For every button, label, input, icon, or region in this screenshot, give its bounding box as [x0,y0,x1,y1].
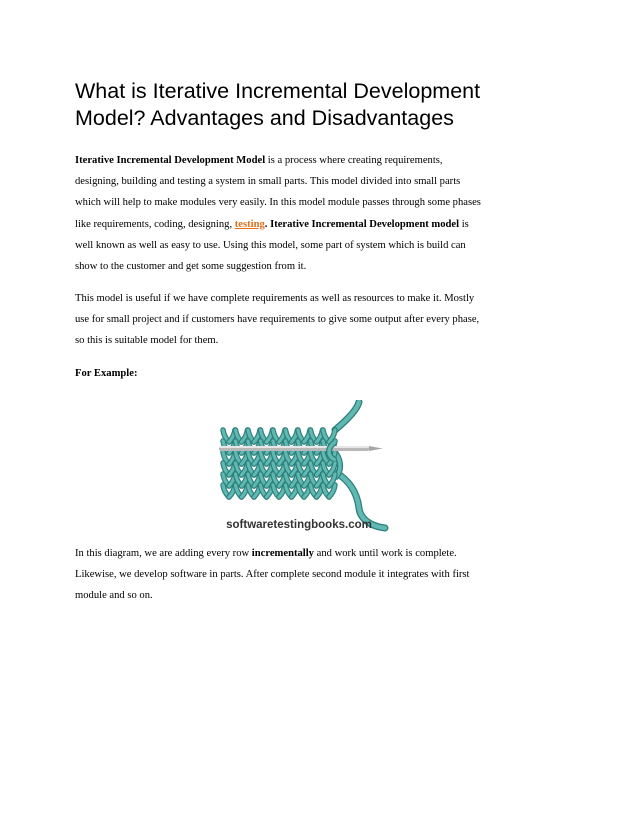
diagram-line-1: In this diagram, we are adding every row incrementally and work until work is complete. [75,548,457,559]
usage-line-3: so this is suitable model for them. [75,335,219,347]
usage-line-1: This model is useful if we have complete requirements as well as resources to make it. Mostly [75,293,475,304]
knit-stitches [223,430,335,497]
example-heading: For Example: [75,368,138,379]
model-name-bold-2: Iterative Incremental Development model [270,218,460,230]
page-title [75,78,595,132]
title-line-2: Model? Advantages and Disadvantages [75,106,454,130]
intro-paragraph [75,150,575,277]
intro-line-5: well known as well as easy to use. Using this model, some part of system which is build can [75,239,466,251]
incrementally-bold: incrementally [251,548,314,559]
intro-line-4: like requirements, coding, designing, testing. Iterative Incremental Development model is [75,218,469,230]
title-line-1: What is Iterative Incremental Development [75,79,481,103]
diagram-line-3: module and so on. [75,590,153,602]
knitting-illustration [207,400,389,540]
diagram-paragraph [75,543,575,607]
testing-link[interactable]: testing [234,218,265,230]
diagram-line-2: Likewise, we develop software in parts. After complete second module it integrates with first [75,569,470,581]
intro-line-3: which will help to make modules very easily. In this model module passes through some phases [75,197,481,209]
knitting-needle [219,446,383,451]
usage-paragraph [75,288,575,352]
figure-caption: softwaretestingbooks.com [226,519,372,531]
model-name-bold: Iterative Incremental Development Model [75,155,266,166]
usage-line-2: use for small project and if customers have requirements to give some output after every phase, [75,314,480,326]
knitting-figure [207,400,389,540]
intro-line-1: Iterative Incremental Development Model is a process where creating requirements, [75,155,443,166]
intro-line-6: show to the customer and get some suggestion from it. [75,261,307,273]
intro-line-2: designing, building and testing a system in small parts. This model divided into small parts [75,176,461,188]
